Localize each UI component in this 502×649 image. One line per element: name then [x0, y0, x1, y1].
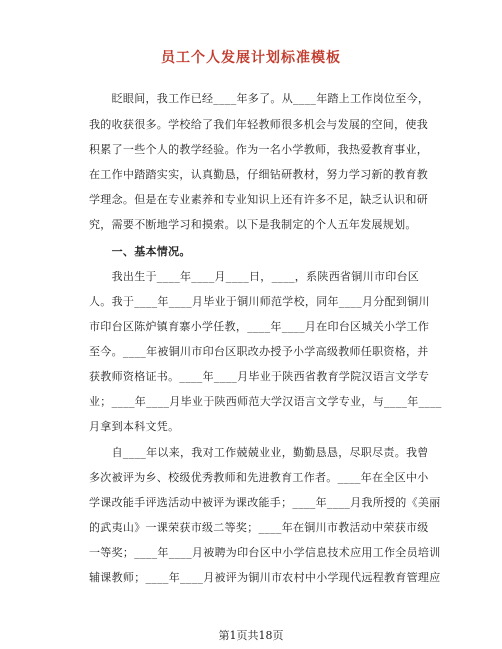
document-title: 员工个人发展计划标准模板: [161, 50, 341, 66]
body-line: 获教师资格证书。____年____月毕业于陕西省教育学院汉语言文学专: [89, 370, 430, 383]
body-line: 学课改能手评选活动中被评为课改能手；____年____月我所授的《美丽: [89, 496, 441, 509]
body-line: 究，需要不断地学习和摸索。以下是我制定的个人五年发展规划。: [89, 218, 417, 231]
body-line: 的武夷山》一课荣获市级二等奖；____年在铜川市教活动中荣获市级: [89, 521, 429, 534]
body-line: 我的收获很多。学校给了我们年轻教师很多机会与发展的空间，使我: [89, 118, 428, 131]
body-line: 月拿到本科文凭。: [89, 420, 180, 433]
page-number-footer: 第1页共18页: [218, 629, 284, 642]
section-heading: 一、基本情况。: [89, 245, 191, 258]
body-line: 积累了一些个人的教学经验。作为一名小学教师，我热爱教育事业，: [89, 143, 428, 156]
body-line: 业；____年____月毕业于陕西师范大学汉语言文学专业，与____年____: [89, 395, 442, 408]
body-line: 一等奖；____年____月被聘为印台区中小学信息技术应用工作全员培训: [89, 546, 441, 559]
body-line: 辅课教师；____年____月被评为铜川市农村中小学现代远程教育管理应: [89, 571, 441, 584]
body-line: 学理念。但是在专业素养和专业知识上还有许多不足，缺乏认识和研: [89, 193, 428, 206]
body-line: 至今。____年被铜川市印台区职改办授予小学高级教师任职资格，并: [89, 345, 429, 358]
body-line: 人。我于____年____月毕业于铜川师范学校，同年____月分配到铜川: [89, 295, 430, 308]
body-line: 多次被评为乡、校级优秀教师和先进教育工作者。____年在全区中小: [89, 471, 429, 484]
body-line: 在工作中踏踏实实，认真勤恳，仔细钻研教材，努力学习新的教育教: [89, 168, 428, 181]
body-line: 自____年以来，我对工作兢兢业业，勤勤恳恳，尽职尽责。我曾: [89, 446, 429, 459]
body-line: 我出生于____年____月____日，____，系陕西省铜川市印台区: [89, 270, 420, 283]
body-line: 眨眼间，我工作已经____年多了。从____年踏上工作岗位至今，: [89, 92, 430, 105]
body-line: 市印台区陈炉镇育寨小学任教，____年____月在印台区城关小学工作: [89, 320, 430, 333]
